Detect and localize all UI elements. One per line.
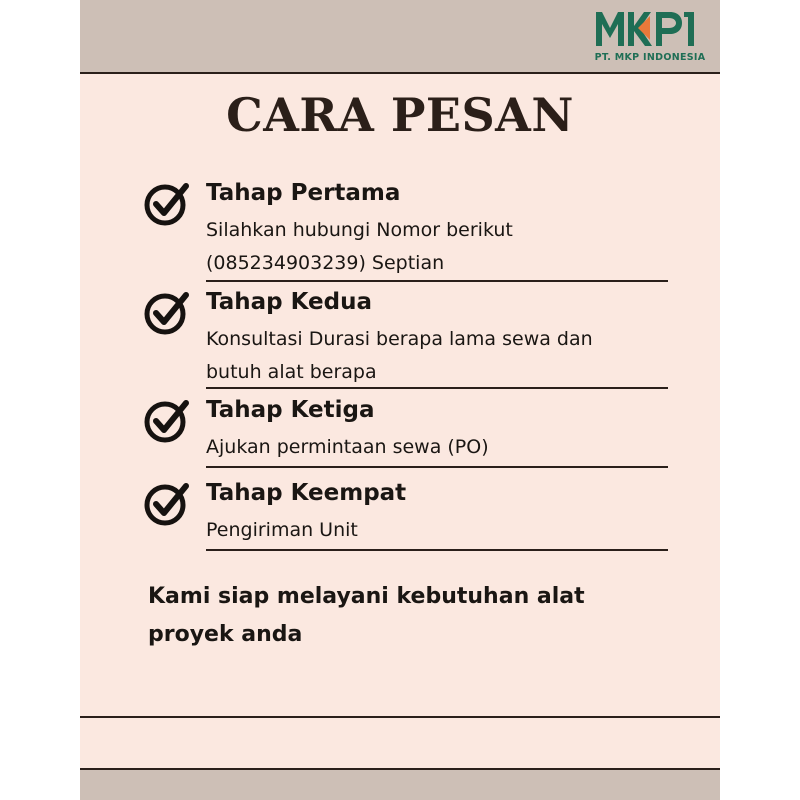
- company-name: PT. MKP INDONESIA: [594, 52, 706, 63]
- step-description: [206, 514, 666, 547]
- step-divider: [206, 466, 668, 468]
- company-logo: [590, 4, 710, 66]
- step-divider: [206, 549, 668, 551]
- check-circle-icon: [144, 180, 192, 228]
- closing-line: proyek anda: [148, 622, 303, 647]
- step-description: [206, 323, 666, 389]
- check-circle-icon: [144, 397, 192, 445]
- check-circle-icon: [144, 480, 192, 528]
- poster: [80, 0, 720, 800]
- step-title: Tahap Pertama: [206, 180, 401, 206]
- check-circle-icon: [144, 289, 192, 337]
- mkpi-logo-mark: [590, 4, 710, 50]
- page-title: CARA PESAN: [226, 88, 574, 142]
- step-divider: [206, 387, 668, 389]
- step-description: [206, 214, 666, 280]
- step-description-line: Pengiriman Unit: [206, 519, 358, 541]
- footer-band-divider: [80, 768, 720, 770]
- footer-band: [80, 768, 720, 800]
- step-description-line: Silahkan hubungi Nomor berikut: [206, 219, 513, 241]
- step-description-line: Konsultasi Durasi berapa lama sewa dan: [206, 328, 593, 350]
- step-title: Tahap Ketiga: [206, 397, 375, 423]
- closing-message: [148, 578, 648, 654]
- step-description-line: (085234903239) Septian: [206, 252, 445, 274]
- step-description-line: Ajukan permintaan sewa (PO): [206, 436, 489, 458]
- step-title: Tahap Kedua: [206, 289, 372, 315]
- step-title: Tahap Keempat: [206, 480, 407, 506]
- step-divider: [206, 280, 668, 282]
- step-description-line: butuh alat berapa: [206, 361, 377, 383]
- step-description: [206, 431, 666, 464]
- header-divider: [80, 72, 720, 74]
- closing-line: Kami siap melayani kebutuhan alat: [148, 584, 585, 609]
- footer-divider: [80, 716, 720, 718]
